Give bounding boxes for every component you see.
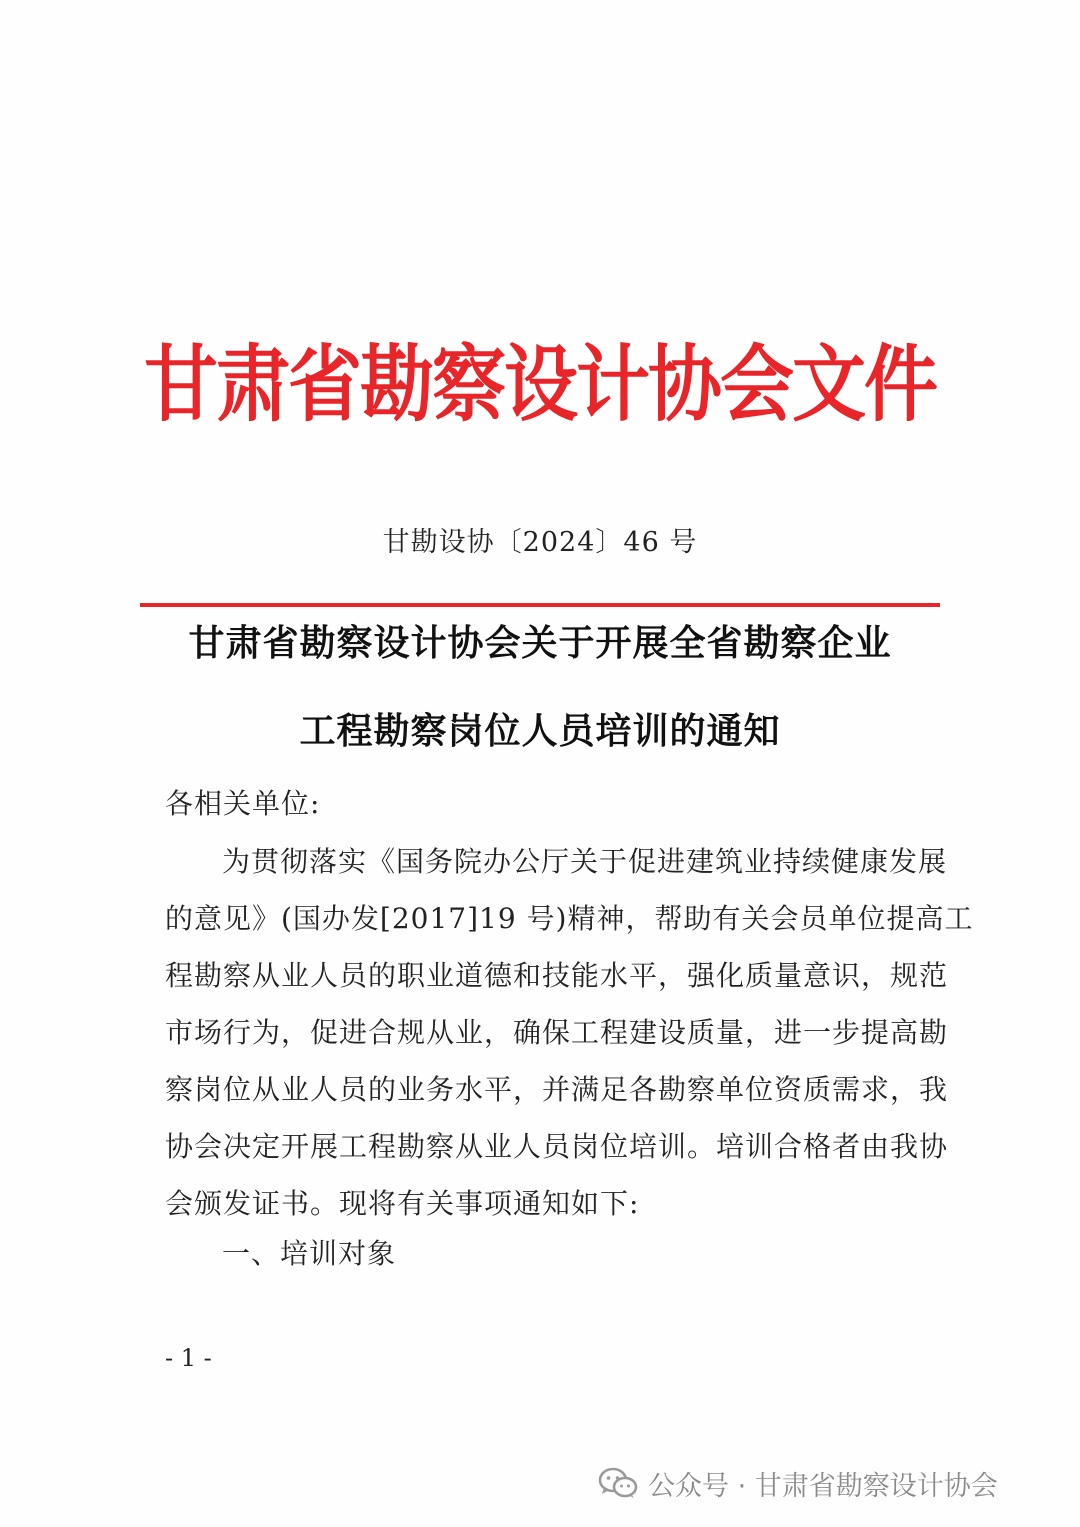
notice-title-line-2: 工程勘察岗位人员培训的通知 <box>299 711 781 752</box>
body-line: 市场行为，促进合规从业，确保工程建设质量，进一步提高勘 <box>165 1016 949 1049</box>
salutation: 各相关单位: <box>165 787 321 820</box>
wechat-watermark <box>598 1461 998 1505</box>
red-divider-line <box>140 603 940 607</box>
body-line: 协会决定开展工程勘察从业人员岗位培训。培训合格者由我协 <box>165 1130 949 1163</box>
page-number: - 1 - <box>165 1344 212 1372</box>
section-heading-training-targets: 一、培训对象 <box>222 1237 397 1270</box>
body-line: 会颁发证书。现将有关事项通知如下: <box>165 1187 640 1220</box>
body-line: 程勘察从业人员的职业道德和技能水平，强化质量意识，规范 <box>165 959 949 992</box>
body-line: 的意见》(国办发[2017]19 号)精神，帮助有关会员单位提高工 <box>165 902 974 935</box>
wechat-icon <box>598 1466 638 1500</box>
body-line: 察岗位从业人员的业务水平，并满足各勘察单位资质需求，我 <box>165 1073 949 1106</box>
watermark-text: 公众号 · 甘肃省勘察设计协会 <box>648 1470 998 1502</box>
notice-title-line-1: 甘肃省勘察设计协会关于开展全省勘察企业 <box>188 623 892 664</box>
document-masthead: 甘肃省勘察设计协会文件 <box>144 336 936 434</box>
document-number: 甘勘设协〔2024〕46 号 <box>382 527 698 558</box>
body-line: 为贯彻落实《国务院办公厅关于促进建筑业持续健康发展 <box>222 845 948 878</box>
